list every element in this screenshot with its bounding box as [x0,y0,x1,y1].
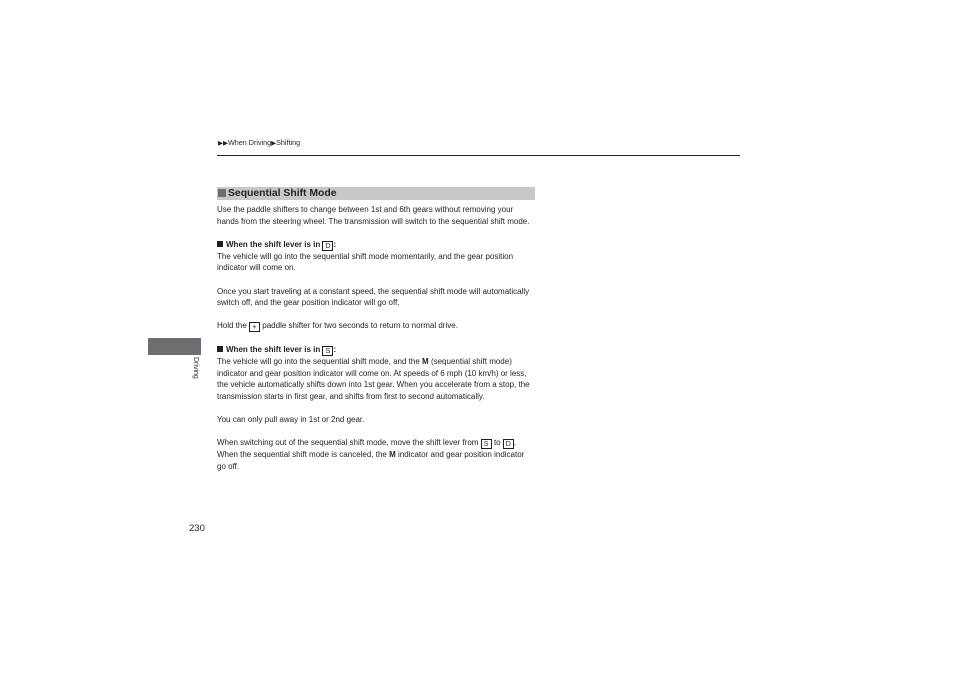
subheading-lever-d: When the shift lever is in D : [217,239,535,251]
chapter-label: Driving [192,357,199,379]
section-square-icon [218,189,226,197]
m-indicator-label: M [389,450,396,460]
lever-d-paragraph-1: The vehicle will go into the sequential shift mode momentarily, and the gear position indicator will come on. [217,251,514,273]
breadcrumb-item-when-driving[interactable]: When Driving [228,138,272,147]
page-number: 230 [189,523,205,534]
subheading-lever-s: When the shift lever is in S : [217,344,535,356]
breadcrumb-item-shifting[interactable]: Shifting [276,138,301,147]
gear-d-key: D [322,241,333,251]
lever-s-paragraph-1: The vehicle will go into the sequential shift mode, and the M (sequential shift mode) indicator and gear position indicator will come on. At speeds of 6 mph (10 km/h) or less, the vehicle automatically shifts down into 1st gear. When you accelerate from a stop, the transmission starts in first gear, and shifts from first to second automatically. [217,356,530,401]
lever-s-paragraph-2: You can only pull away in 1st or 2nd gear. [217,414,365,424]
bullet-square-icon [217,241,223,247]
section-header [217,187,535,200]
double-arrow-icon: ▶▶ [218,140,228,147]
gear-s-key: S [481,439,492,449]
intro-paragraph: Use the paddle shifters to change between 1st and 6th gears without removing your hands from the steering wheel. The transmission will switch to the sequential shift mode. [217,205,530,226]
lever-d-paragraph-2: Once you start traveling at a constant speed, the sequential shift mode will automatically switch off, and the gear position indicator will go off. [217,286,530,308]
chapter-tab[interactable] [148,338,201,355]
m-indicator-label: M [422,356,429,366]
lever-d-paragraph-3: Hold the + paddle shifter for two seconds to return to normal drive. [217,321,458,332]
section-body [217,204,535,484]
gear-s-key: S [322,346,333,356]
arrow-icon: ▶ [271,140,277,147]
header-rule [217,155,740,156]
section-title: Sequential Shift Mode [228,188,337,199]
lever-s-paragraph-3: When switching out of the sequential shift mode, move the shift lever from S to D . When the sequential shift mode is canceled, the M indicator and gear position indicator go off. [217,438,525,471]
bullet-square-icon [217,346,223,352]
plus-paddle-key: + [249,322,260,332]
gear-d-key: D [503,439,514,449]
breadcrumb [218,138,300,149]
